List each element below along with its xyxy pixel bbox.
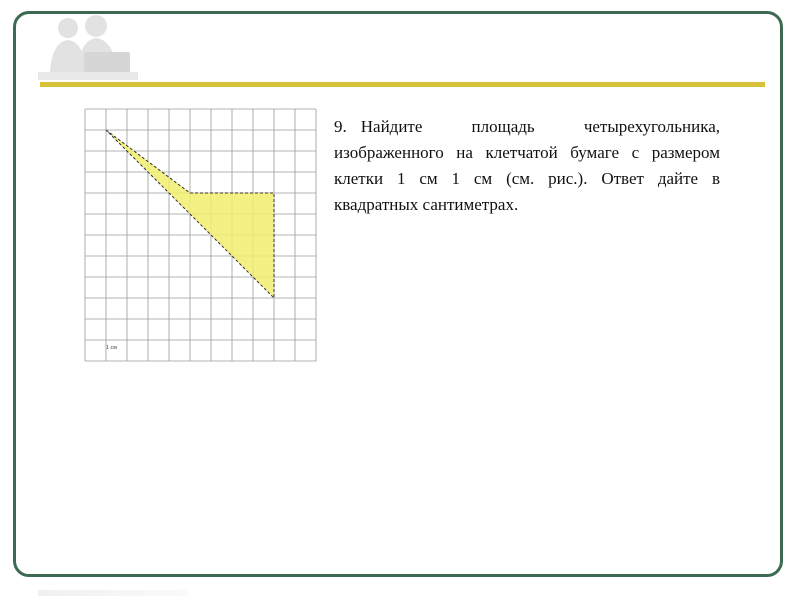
grid-lines <box>85 109 316 361</box>
grid-figure <box>84 108 320 366</box>
footer-mark <box>38 590 188 596</box>
people-silhouette-logo <box>28 12 148 86</box>
task-body: Найдите площадь четырехугольника, изображенного на клетчатой бумаге с размером клетки 1 см 1 см (см. рис.). Ответ дайте в квадратных сантиметрах. <box>334 117 720 214</box>
task-number: 9. <box>334 117 347 136</box>
header-divider <box>40 82 765 87</box>
task-text <box>334 114 720 218</box>
scale-label: 1 см <box>106 345 117 351</box>
